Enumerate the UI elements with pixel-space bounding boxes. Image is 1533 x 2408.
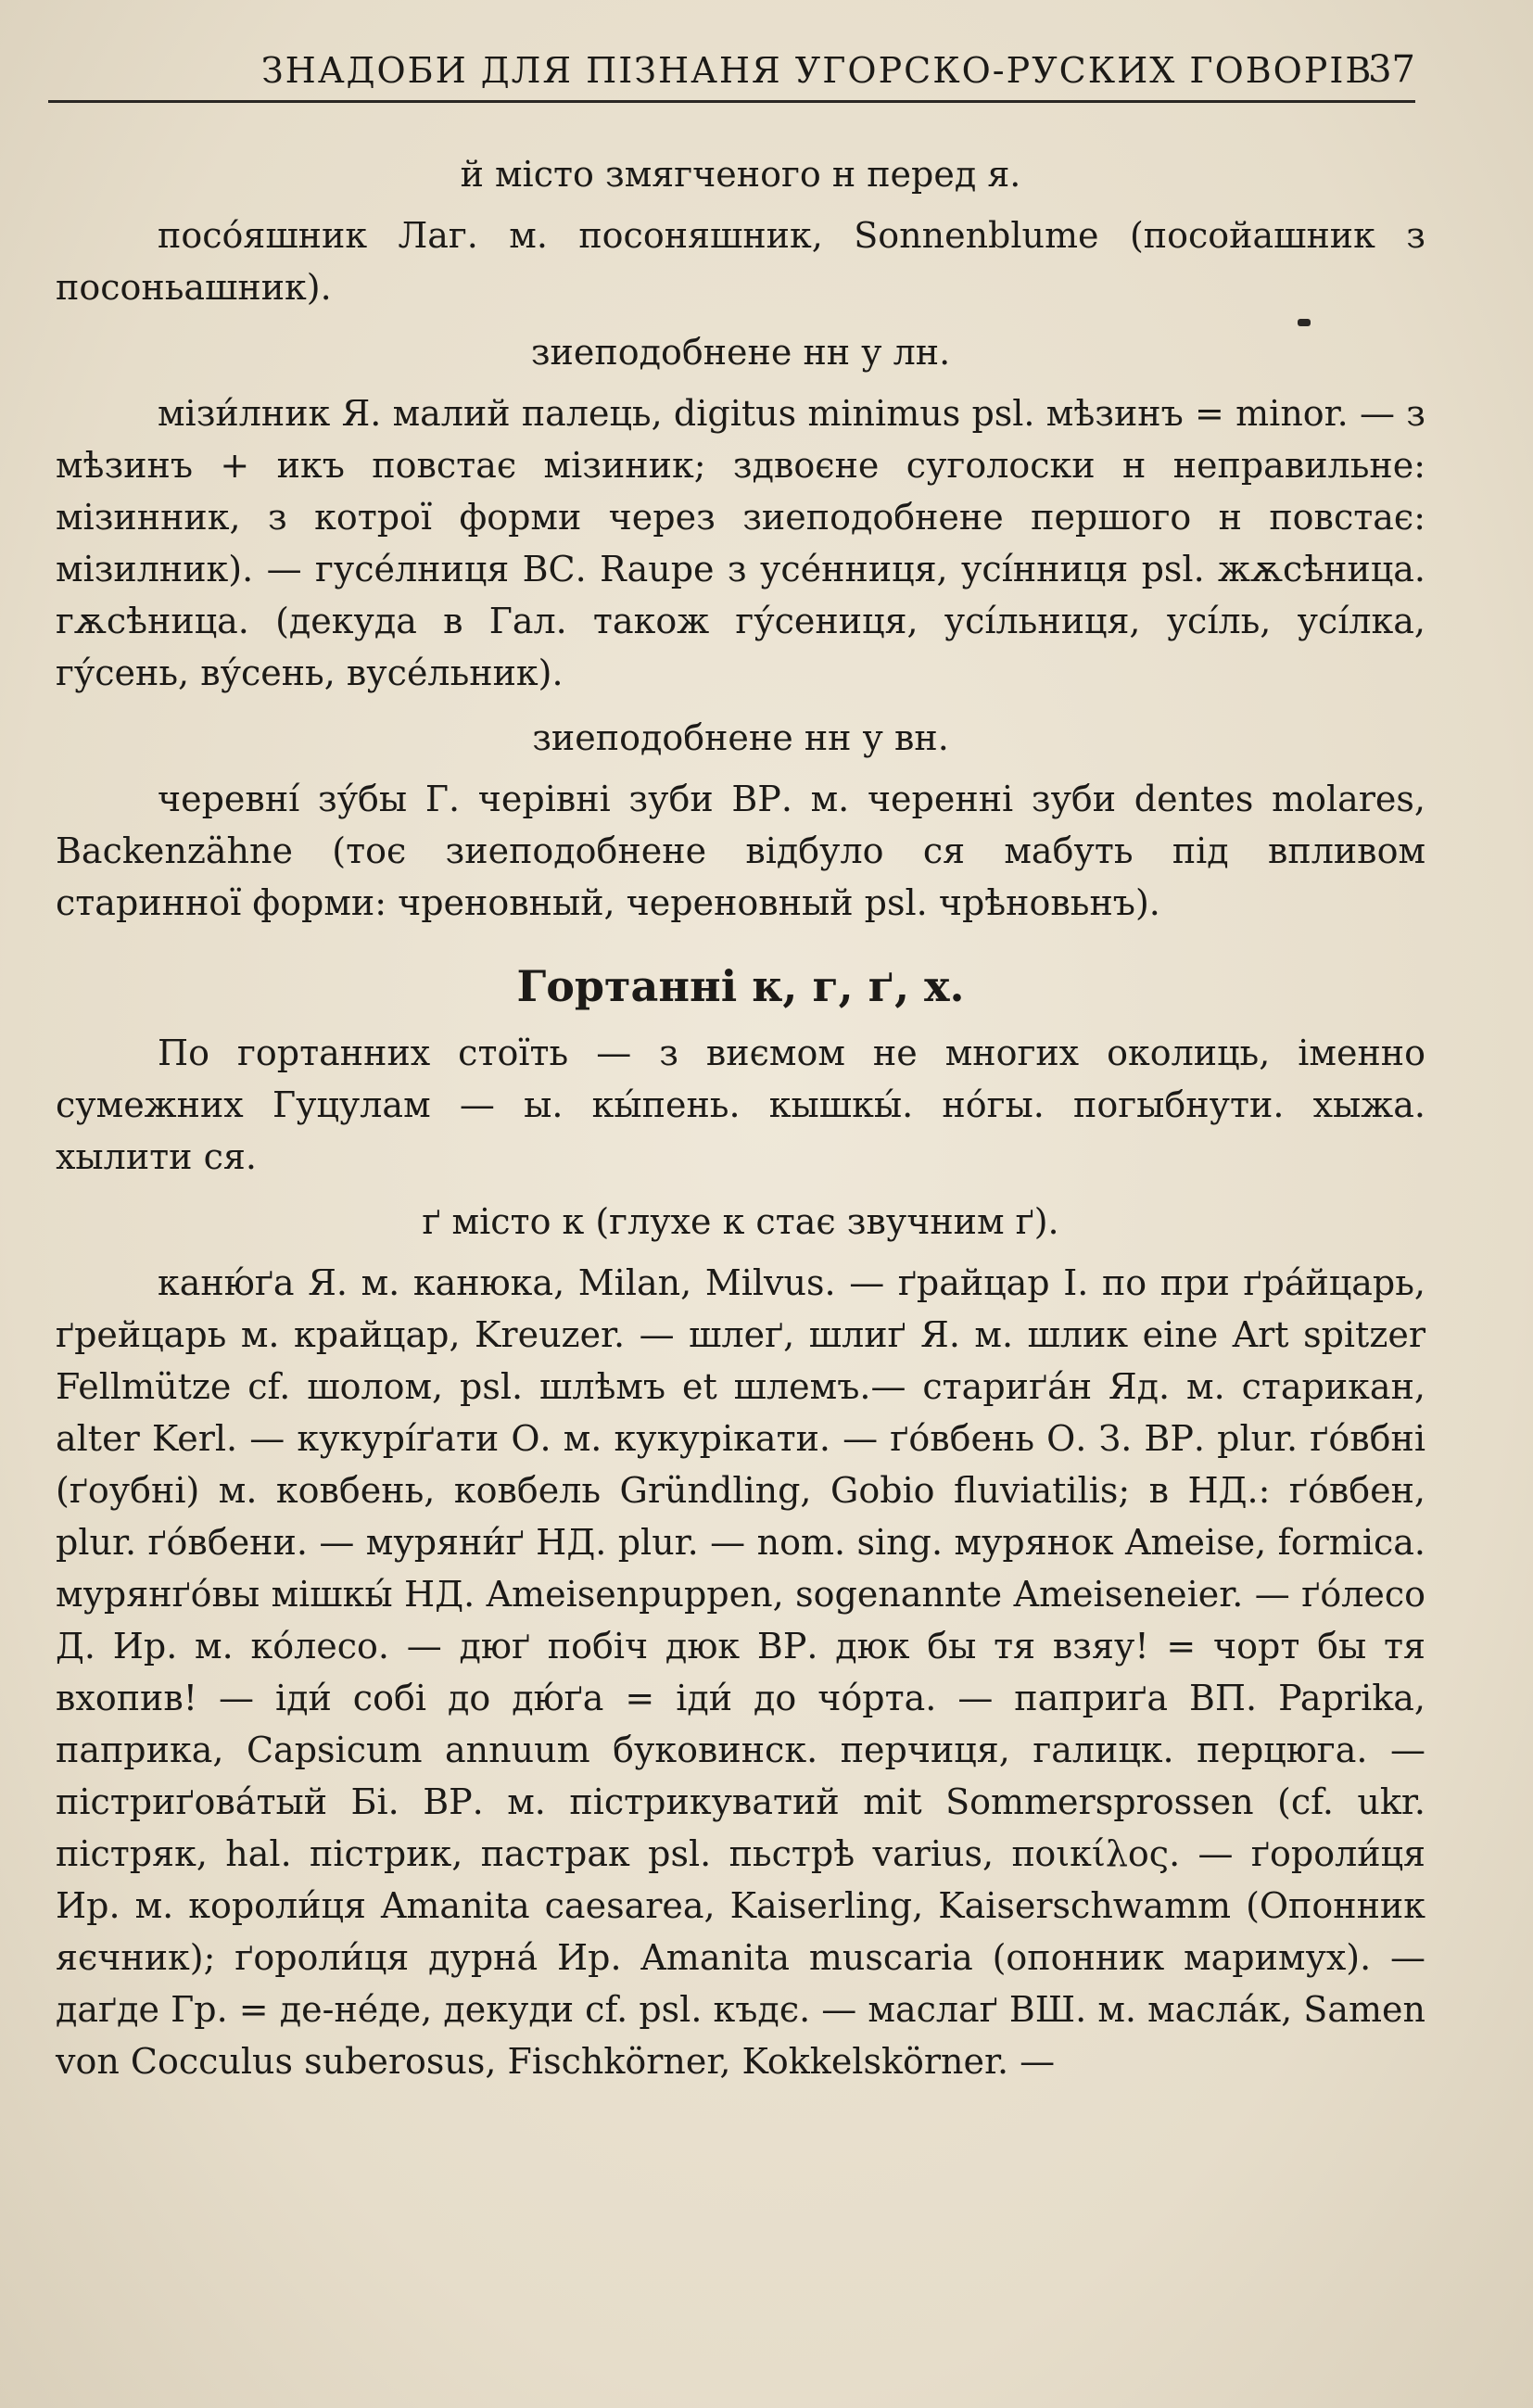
paragraph-posoyashnyk: посо́яшник Лаг. м. посоняшник, Sonnenblume (посойашник з посоньашник).	[56, 215, 1425, 308]
chapter-heading-gutturals: Гортанні к, г, ґ, х.	[516, 961, 965, 1011]
paragraph-gutturals: По гортанних стоїть — з виємом не многих околиць, іменно сумежних Гуцулам — ы. кы́пень. кышкы́. но́гы. погыбнути. хыжа. хылити ся.	[56, 1033, 1425, 1177]
page-body	[56, 148, 1425, 2100]
page-number: 37	[1368, 48, 1415, 91]
paragraph-cherevni-zuby: черевні́ зу́бы Г. черівні зуби ВР. м. черенні зуби dentes molares, Backenzähne (тоє зиеподобнене відбуло ся мабуть під впливом старинної форми: чреновный, череновный psl. чрѣновьнъ).	[56, 779, 1425, 923]
paragraph-examples: каню́ґа Я. м. канюка, Milan, Milvus. — ґрайцар І. по при ґра́йцарь, ґрейцарь м. крайцар, Kreuzer. — шлеґ, шлиґ Я. м. шлик eine Art spitzer Fellmütze cf. шолом, psl. шлѣмъ et шлемъ.— стариґа́н Яд. м. старикан, alter Kerl. — кукурі́ґати О. м. кукурікати. — ґо́вбень О. З. ВР. plur. ґо́вбні (ґоубні) м. ковбень, ковбель Gründling, Gobio fluviatilis; в НД.: ґо́вбен, plur. ґо́вбени. — муряни́ґ НД. plur. — nom. sing. мурянок Ameise, formica. мурянґо́вы мішкы́ НД. Ameisenpuppen, sogenannte Ameiseneier. — ґо́лесо Д. Ир. м. ко́лесо. — дюґ побіч дюк ВР. дюк бы тя взяу! = чорт бы тя вхопив! — іди́ собі до дю́ґа = іди́ до чо́рта. — паприґа ВП. Paprika, паприка, Capsicum annuum буковинск. перчиця, галицк. перцюга. — пістриґова́тый Бі. ВР. м. пістрикуватий mit Sommersprossen (cf. ukr. пістряк, hal. пістрик, пастрак psl. пьстрѣ varius, ποικίλος. — ґороли́ця Ир. м. короли́ця Amanita caesarea, Kaiserling, Kaiserschwamm (Опонник яєчник); ґороли́ця дурна́ Ир. Amanita muscaria (опонник маримух). — даґде Гр. = де-не́де, декуди cf. psl. къдє. — маслаґ ВШ. м. масла́к, Samen von Cocculus suberosus, Fischkörner, Kokkelskörner. —	[56, 1262, 1425, 2082]
section-heading-nn-vn: зиеподобнене нн у вн.	[532, 717, 949, 758]
page-header	[48, 41, 1415, 103]
section-heading-nn-ln: зиеподобнене нн у лн.	[530, 332, 951, 373]
paragraph-mizylnyk: мізи́лник Я. малий палець, digitus minimus psl. мѣзинъ = minor. — з мѣзинъ + икъ повстає мізиник; здвоєне суголоски н неправильне: мізинник, з котрої форми через зиеподобнене першого н повстає: мізилник). — гусе́лниця ВС. Raupe з усе́нниця, усі́нниця psl. жѫсѣница. гѫсѣница. (декуда в Гал. також гу́сениця, усі́льниця, усі́ль, усі́лка, гу́сень, ву́сень, вусе́льник).	[56, 393, 1425, 693]
section-heading-soft-n: й місто змягченого н перед я.	[460, 154, 1021, 195]
running-title: ЗНАДОБИ ДЛЯ ПІЗНАНЯ УГОРСКО-РУСКИХ ГОВОРІВ	[261, 50, 1374, 91]
section-heading-g-for-k: ґ місто к (глухе к стає звучним ґ).	[422, 1201, 1059, 1242]
